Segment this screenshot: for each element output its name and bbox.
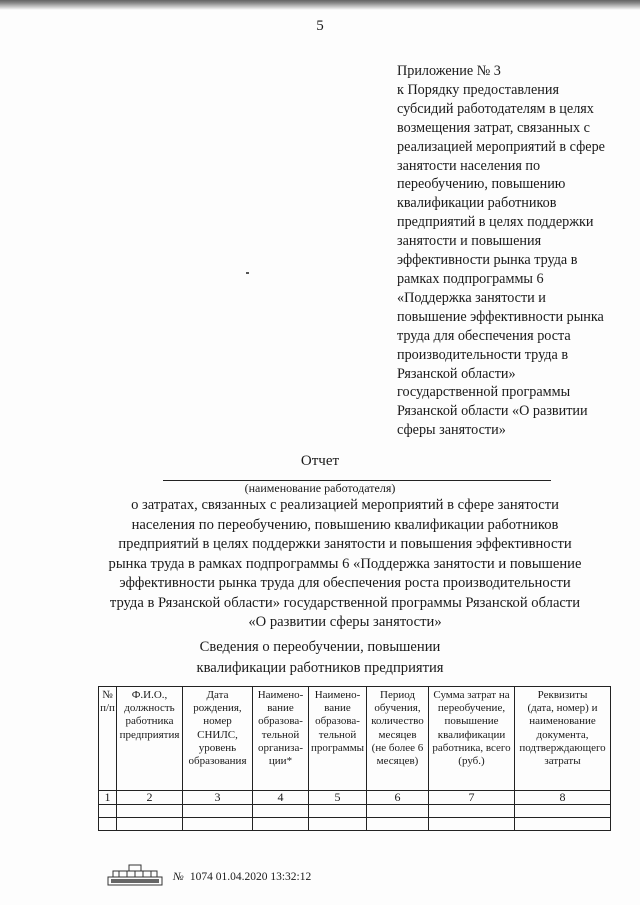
column-header-line: № (102, 689, 113, 701)
appendix-line: государственной программы (397, 384, 571, 401)
column-header-line: Наимено- (257, 689, 304, 701)
column-header-line: переобучение, (437, 702, 506, 715)
appendix-line: труда для обеспечения роста (397, 327, 571, 344)
column-number: 8 (515, 791, 611, 805)
purpose-line: рынка труда в рамках подпрограммы 6 «Поддержка занятости и повышение (108, 555, 582, 572)
registry-seal-icon (107, 862, 163, 886)
appendix-line: «Поддержка занятости и (397, 289, 546, 306)
column-header-line: тельной (261, 728, 300, 741)
appendix-line: возмещения затрат, связанных с (397, 119, 590, 136)
column-header-line: вание (267, 702, 294, 715)
column-header-line: (руб.) (458, 755, 485, 768)
appendix-line: предприятий в целях поддержки (397, 214, 594, 231)
column-number: 5 (309, 791, 367, 805)
column-header-line: (не более 6 (371, 741, 424, 754)
column-header-line: подтверждающего (519, 741, 606, 754)
registration-text: 1074 01.04.2020 13:32:12 (189, 871, 312, 883)
appendix-line: сферы занятости» (397, 422, 506, 439)
table-header-row (99, 687, 611, 791)
column-header-line: месяцев) (376, 755, 419, 768)
purpose-line: о затратах, связанных с реализацией мероприятий в сфере занятости (131, 497, 559, 513)
appendix-line: реализацией мероприятий в сфере (397, 138, 605, 155)
column-header-line: рождения, (193, 702, 242, 715)
purpose-line: «О развитии сферы занятости» (248, 614, 442, 630)
appendix-block (397, 62, 622, 440)
column-header (367, 687, 429, 791)
column-header-line: документа, (536, 728, 589, 741)
table-empty-row (99, 805, 611, 818)
column-number: 3 (183, 791, 253, 805)
purpose-line: эффективности рынка труда для обеспечения роста производительности (119, 575, 571, 591)
column-header-line: тельной (318, 728, 357, 741)
appendix-line: Рязанской области» (397, 365, 516, 382)
appendix-line: квалификации работников (397, 195, 557, 212)
column-header-line: номер (203, 715, 232, 728)
column-header (253, 687, 309, 791)
column-header-line: (дата, номер) и (527, 702, 598, 715)
column-header-line: организа- (257, 741, 304, 754)
appendix-line: субсидий работодателям в целях (397, 100, 594, 117)
appendix-line: занятости населения по (397, 157, 541, 174)
purpose-line: труда в Рязанской области» государственной программы Рязанской области (109, 594, 581, 611)
column-header-line: наименование (529, 715, 596, 728)
purpose-line: населения по переобучению, повышению квалификации работников (131, 516, 559, 533)
column-header-line: работника (125, 715, 174, 728)
column-header-line: вание (324, 702, 351, 715)
column-header-line: образования (188, 755, 247, 768)
column-header-line: Сумма затрат на (433, 689, 510, 701)
column-header-line: СНИЛС, (197, 728, 238, 741)
appendix-line: рамках подпрограммы 6 (397, 270, 544, 287)
column-header-line: месяцев (378, 728, 417, 741)
column-header-line: предприятия (119, 728, 180, 741)
column-header (429, 687, 515, 791)
column-number: 6 (367, 791, 429, 805)
column-header-line: Дата (206, 689, 229, 701)
retraining-table (98, 686, 611, 831)
appendix-line: Рязанской области «О развитии (397, 403, 588, 420)
column-header-line: Реквизиты (537, 689, 588, 701)
column-header-line: затраты (544, 755, 581, 768)
column-header (515, 687, 611, 791)
column-header-line: количество (371, 715, 424, 728)
table-subtitle (0, 637, 640, 679)
column-number: 4 (253, 791, 309, 805)
column-header-line: Период (380, 689, 415, 701)
column-header-line: образова- (315, 715, 360, 728)
report-title: Отчет (300, 453, 340, 469)
column-header-line: уровень (198, 741, 237, 754)
appendix-line: к Порядку предоставления (397, 81, 559, 98)
column-header-line: Ф.И.О., (131, 689, 168, 701)
appendix-line: Приложение № 3 (397, 63, 501, 79)
appendix-line: производительности труда в (397, 346, 569, 363)
subtitle-line: квалификации работников предприятия (196, 660, 444, 676)
appendix-line: занятости и повышения (397, 233, 542, 250)
purpose-line: предприятий в целях поддержки занятости и повышения эффективности (118, 536, 572, 552)
column-number: 7 (429, 791, 515, 805)
registration-stamp (173, 871, 311, 883)
column-header-line: обучения, (374, 702, 421, 715)
appendix-line: эффективности рынка труда в (397, 252, 578, 269)
registration-symbol: № (173, 871, 184, 883)
subtitle-line: Сведения о переобучении, повышении (199, 639, 441, 655)
column-number: 1 (99, 791, 117, 805)
employer-caption: (наименование работодателя) (244, 481, 396, 495)
column-header (99, 687, 117, 791)
table-empty-row (99, 818, 611, 831)
column-header (183, 687, 253, 791)
column-header (117, 687, 183, 791)
column-header-line: работника, всего (432, 741, 511, 754)
column-header-line: программы (310, 741, 365, 754)
column-header-line: квалификации (437, 728, 506, 741)
appendix-line: переобучению, повышению (397, 176, 566, 193)
table-number-row (99, 791, 611, 805)
column-header-line: ции* (268, 755, 293, 768)
report-purpose (95, 496, 595, 633)
scan-edge (0, 0, 640, 10)
column-number: 2 (117, 791, 183, 805)
scan-speck (246, 272, 249, 274)
column-header-line: п/п (100, 702, 115, 715)
column-header-line: должность (124, 702, 175, 715)
column-header-line: Наимено- (314, 689, 361, 701)
column-header-line: образова- (258, 715, 303, 728)
page-number: 5 (316, 18, 324, 34)
column-header-line: повышение (444, 715, 499, 728)
column-header (309, 687, 367, 791)
appendix-line: повышение эффективности рынка (397, 308, 604, 325)
